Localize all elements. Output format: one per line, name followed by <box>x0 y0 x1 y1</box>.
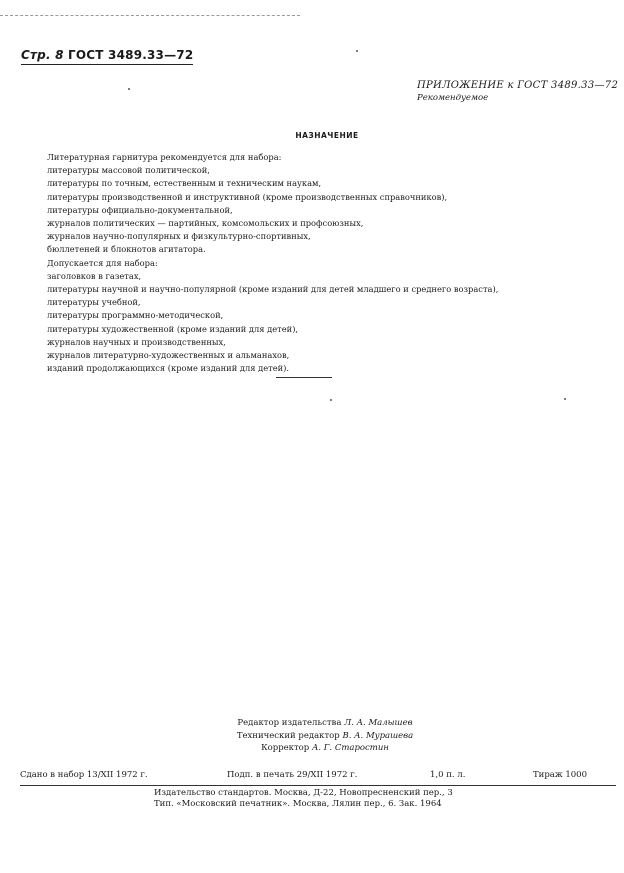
list-item: литературы учебной, <box>47 297 141 308</box>
page-number: Стр. 8 <box>21 48 64 62</box>
standard-number: ГОСТ 3489.33—72 <box>68 48 194 62</box>
purpose-text <box>47 151 567 375</box>
list-item: журналов политических — партийных, комсомольских и профсоюзных, <box>47 218 364 229</box>
list-item: литературы научной и научно-популярной (кроме изданий для детей младшего и среднего возраста), <box>47 284 499 295</box>
list-item: литературы программно-методической, <box>47 310 224 321</box>
list-item: литературы художественной (кроме изданий для детей), <box>47 323 299 334</box>
imprint-divider <box>20 785 616 786</box>
allowed-intro: Допускается для набора: <box>47 257 158 268</box>
list-item: журналов научных и производственных, <box>47 336 226 347</box>
page-header <box>21 48 193 65</box>
scan-speck <box>128 88 130 90</box>
list-item: литературы официально-документальной, <box>47 204 233 215</box>
scan-speck <box>330 399 332 401</box>
list-item: журналов литературно-художественных и альманахов, <box>47 350 290 361</box>
credit-role: Корректор <box>261 743 310 753</box>
section-title: НАЗНАЧЕНИЕ <box>295 131 359 140</box>
credit-name: Л. А. Малышев <box>344 718 413 728</box>
section-divider <box>276 377 332 378</box>
appendix-block <box>417 79 618 105</box>
list-item: литературы по точным, естественным и техническим наукам, <box>47 178 322 189</box>
submitted-date: Сдано в набор 13/XII 1972 г. <box>20 770 148 780</box>
appendix-title: ПРИЛОЖЕНИЕ к ГОСТ 3489.33—72 <box>417 80 619 91</box>
printed-sheets: 1,0 п. л. <box>430 770 466 780</box>
list-item: журналов научно-популярных и физкультурно-спортивных, <box>47 231 311 242</box>
publisher-block <box>154 788 453 810</box>
circulation: Тираж 1000 <box>533 770 587 780</box>
signed-date: Подп. в печать 29/XII 1972 г. <box>227 770 358 780</box>
scan-speck <box>564 398 566 400</box>
list-item: заголовков в газетах, <box>47 270 142 281</box>
list-item: литературы производственной и инструктивной (кроме производственных справочников), <box>47 191 448 202</box>
publisher-line: Издательство стандартов. Москва, Д-22, Новопресненский пер., 3 <box>154 788 453 798</box>
credit-role: Технический редактор <box>236 730 340 741</box>
credit-tech-editor <box>205 730 445 743</box>
credit-proofreader <box>205 742 445 755</box>
scan-artifact-line <box>0 15 300 16</box>
list-item: изданий продолжающихся (кроме изданий для детей). <box>47 363 290 374</box>
credit-name: А. Г. Старостин <box>311 743 389 753</box>
list-item: бюллетеней и блокнотов агитатора. <box>47 244 206 255</box>
appendix-status: Рекомендуемое <box>417 93 489 103</box>
recommended-intro: Литературная гарнитура рекомендуется для набора: <box>47 152 282 162</box>
imprint-row <box>20 770 616 782</box>
credit-role: Редактор издательства <box>237 718 342 728</box>
credit-name: В. А. Мурашева <box>342 730 414 741</box>
printer-line: Тип. «Московский печатник». Москва, Лялин пер., 6. Зак. 1964 <box>154 799 442 809</box>
credit-editor <box>205 717 445 730</box>
credits-block <box>205 717 445 755</box>
list-item: литературы массовой политической, <box>47 165 210 176</box>
scan-speck <box>356 50 358 52</box>
